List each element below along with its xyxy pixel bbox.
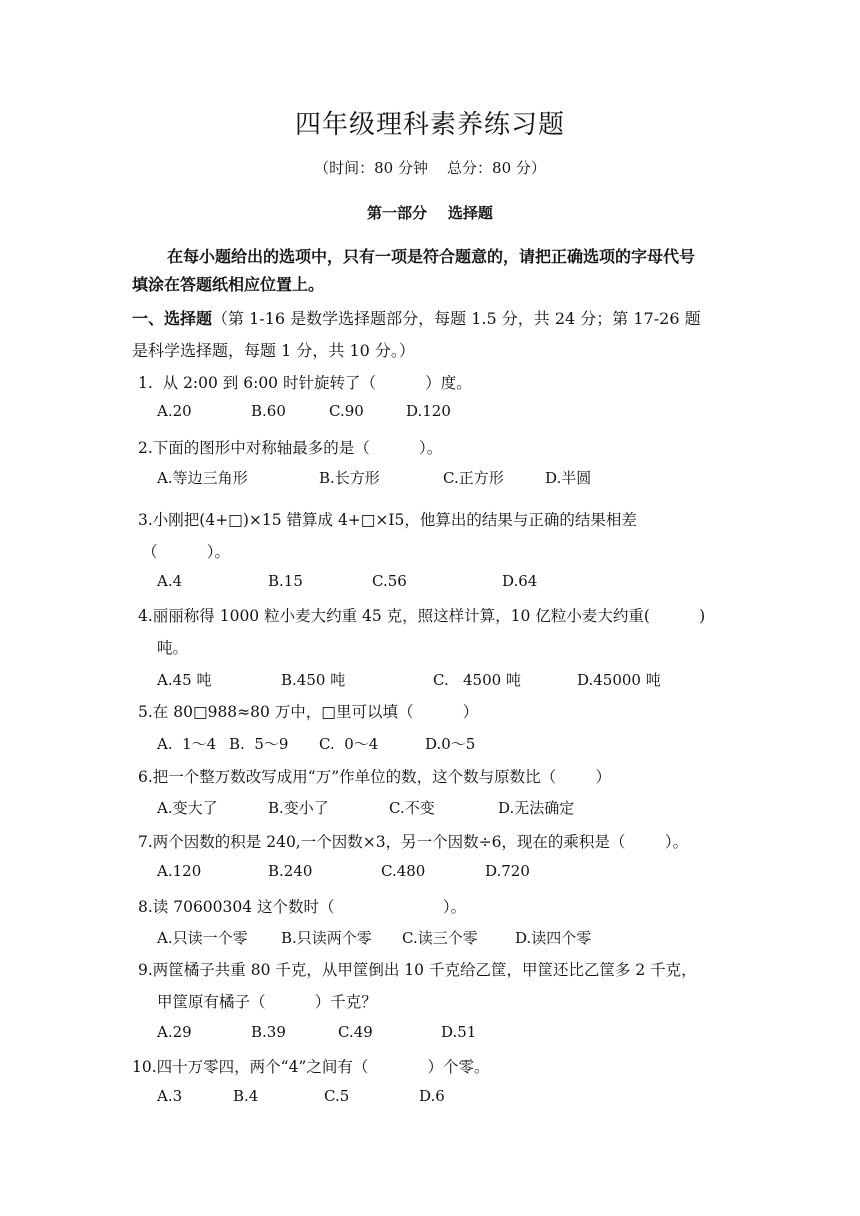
q6-option-d: D.无法确定 (498, 799, 575, 817)
exam-info: （时间：80 分钟 总分：80 分） (314, 159, 546, 177)
section-heading: 一、选择题 (132, 309, 213, 328)
q10-option-a: A.3 (157, 1087, 183, 1105)
q2-option-a: A.等边三角形 (157, 469, 248, 487)
q5-option-a: A. 1～4 (157, 735, 217, 753)
q2-option-b: B.长方形 (319, 469, 380, 487)
q1-option-c: C.90 (329, 402, 364, 420)
q4-option-a: A.45 吨 (157, 671, 212, 689)
question-9: 9.两筐橘子共重 80 千克，从甲筐倒出 10 千克给乙筐，甲筐还比乙筐多 2 千克， (138, 961, 697, 979)
q8-option-c: C.读三个零 (402, 929, 478, 947)
question-1: 1. 从 2:00 到 6:00 时针旋转了（ ）度。 (138, 374, 472, 392)
q3-option-b: B.15 (268, 572, 303, 590)
q1-option-b: B.60 (251, 402, 286, 420)
q2-option-c: C.正方形 (443, 469, 504, 487)
q7-option-d: D.720 (485, 862, 530, 880)
q3-option-c: C.56 (372, 572, 407, 590)
q4-option-b: B.450 吨 (281, 671, 346, 689)
q6-option-a: A.变大了 (157, 799, 218, 817)
q9-option-d: D.51 (441, 1023, 477, 1041)
q1-option-a: A.20 (157, 402, 192, 420)
question-6: 6.把一个整万数改写成用“万”作单位的数，这个数与原数比（ ） (138, 768, 612, 786)
q4-option-d: D.45000 吨 (577, 671, 661, 689)
q8-option-a: A.只读一个零 (157, 929, 248, 947)
question-4-cont: 吨。 (157, 639, 189, 657)
q9-option-b: B.39 (251, 1023, 286, 1041)
q5-option-d: D.0～5 (425, 735, 476, 753)
q6-option-c: C.不变 (389, 799, 435, 817)
question-7: 7.两个因数的积是 240,一个因数×3，另一个因数÷6，现在的乘积是（ ）。 (138, 833, 689, 851)
question-3-cont: （ ）。 (142, 543, 231, 561)
section-description: （第 1-16 是数学选择题部分，每题 1.5 分，共 24 分；第 17-26 题 (212, 309, 701, 328)
q7-option-b: B.240 (268, 862, 313, 880)
instructions-line-2: 填涂在答题纸相应位置上。 (132, 275, 325, 294)
question-10: 10.四十万零四，两个“4”之间有（ ）个零。 (132, 1058, 490, 1076)
section-description-2: 是科学选择题，每题 1 分，共 10 分。） (132, 341, 415, 360)
q10-option-d: D.6 (419, 1087, 445, 1105)
q3-option-d: D.64 (502, 572, 538, 590)
part-heading: 第一部分 选择题 (367, 204, 493, 222)
question-5: 5.在 80□988≈80 万中，□里可以填（ ） (138, 703, 479, 721)
q9-option-a: A.29 (157, 1023, 192, 1041)
page-title: 四年级理科素养练习题 (294, 110, 565, 140)
question-3: 3.小刚把(4+□)×15 错算成 4+□×I5，他算出的结果与正确的结果相差 (138, 511, 637, 529)
question-9-cont: 甲筐原有橘子（ ）千克？ (157, 993, 377, 1011)
instructions-line-1: 在每小题给出的选项中，只有一项是符合题意的，请把正确选项的字母代号 (167, 247, 696, 266)
question-2: 2.下面的图形中对称轴最多的是（ ）。 (138, 439, 443, 457)
q5-option-c: C. 0～4 (319, 735, 379, 753)
q1-option-d: D.120 (406, 402, 451, 420)
question-8: 8.读 70600304 这个数时（ ）。 (138, 898, 467, 916)
section-heading-line (132, 306, 701, 329)
q2-option-d: D.半圆 (545, 469, 592, 487)
q3-option-a: A.4 (157, 572, 183, 590)
question-4: 4.丽丽称得 1000 粒小麦大约重 45 克，照这样计算，10 亿粒小麦大约重( ) (138, 607, 706, 625)
q10-option-c: C.5 (324, 1087, 350, 1105)
q8-option-d: D.读四个零 (515, 929, 592, 947)
q8-option-b: B.只读两个零 (281, 929, 372, 947)
q4-option-c: C. 4500 吨 (433, 671, 521, 689)
q6-option-b: B.变小了 (268, 799, 329, 817)
q7-option-c: C.480 (381, 862, 426, 880)
q5-option-b: B. 5～9 (229, 735, 289, 753)
q7-option-a: A.120 (157, 862, 202, 880)
q9-option-c: C.49 (338, 1023, 373, 1041)
q10-option-b: B.4 (233, 1087, 259, 1105)
